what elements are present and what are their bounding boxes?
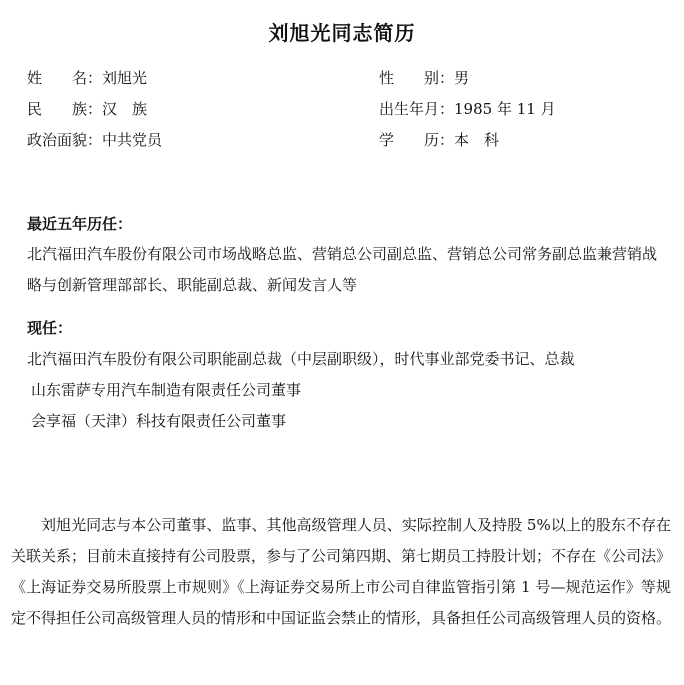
ethnicity-label: 民 族： <box>27 100 103 118</box>
disclosure-statement: 刘旭光同志与本公司董事、监事、其他高级管理人员、实际控制人及持股 5%以上的股东不存在关联关系；目前未直接持有公司股票，参与了公司第四期、第七期员工持股计划；不存在《公司法》《上海证券交易所股票上市规则》《上海证券交易所上市公司自律监管指引第 1 号—规范运作》等规定不得担任公司高级管理人员的情形和中国证监会禁止的情形，具备担任公司高级管理人员的资格。 <box>11 516 672 627</box>
current-heading: 现任： <box>27 319 73 337</box>
info-birth-row <box>379 98 556 120</box>
info-name-row <box>27 67 147 89</box>
info-political-row <box>27 129 162 151</box>
ethnicity-value: 汉 族 <box>102 100 148 118</box>
education-label: 学 历： <box>379 131 455 149</box>
education-value: 本 科 <box>454 131 500 149</box>
recent-heading: 最近五年历任： <box>27 215 133 233</box>
current-item: 会享福（天津）科技有限责任公司董事 <box>31 412 287 430</box>
info-education-row <box>379 129 499 151</box>
page-title: 刘旭光同志简历 <box>268 21 416 45</box>
birth-label: 出生年月： <box>379 100 455 118</box>
gender-label: 性 别： <box>379 69 455 87</box>
current-item: 北汽福田汽车股份有限公司职能副总裁（中层副职级），时代事业部党委书记、总裁 <box>27 350 575 368</box>
name-label: 姓 名： <box>27 69 103 87</box>
recent-positions-text: 北汽福田汽车股份有限公司市场战略总监、营销总公司副总监、营销总公司常务副总监兼营销战略与创新管理部部长、职能副总裁、新闻发言人等 <box>27 245 658 294</box>
political-value: 中共党员 <box>102 131 163 149</box>
birth-value: 1985 年 11 月 <box>454 100 556 118</box>
info-gender-row <box>379 67 469 89</box>
political-label: 政治面貌： <box>27 131 103 149</box>
name-value: 刘旭光 <box>102 69 148 87</box>
gender-value: 男 <box>454 69 470 87</box>
info-ethnicity-row <box>27 98 147 120</box>
current-item: 山东雷萨专用汽车制造有限责任公司董事 <box>31 381 302 399</box>
